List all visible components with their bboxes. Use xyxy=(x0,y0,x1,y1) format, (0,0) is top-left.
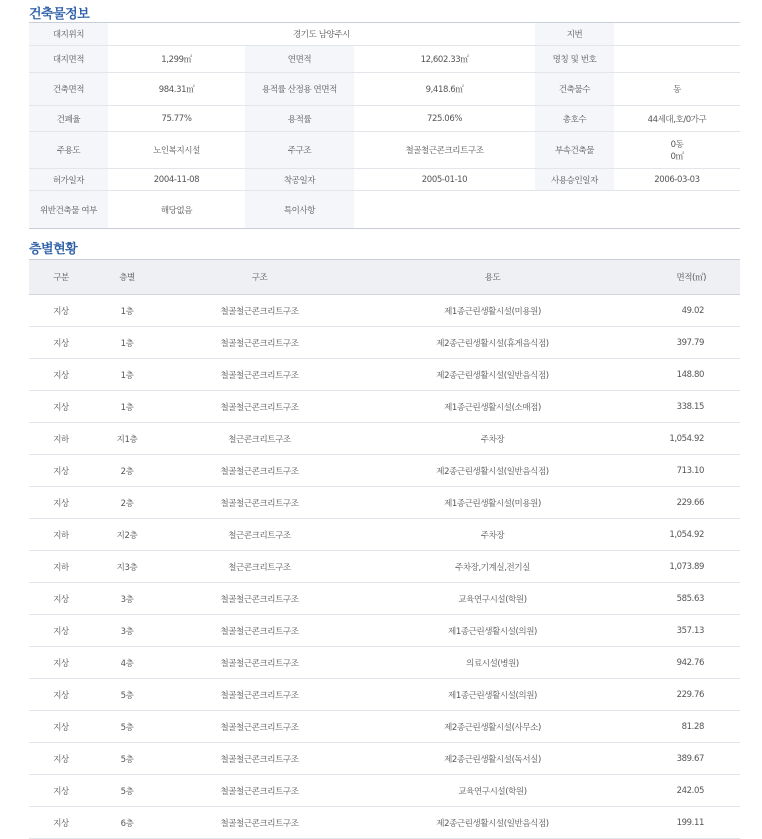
col-header-floor: 층별 xyxy=(93,260,161,295)
cell-type: 지상 xyxy=(29,391,93,423)
info-label: 총호수 xyxy=(535,106,614,132)
info-value: 9,418.6㎡ xyxy=(354,73,535,106)
cell-floor: 지2층 xyxy=(93,519,161,551)
cell-structure: 철근콘크리트구조 xyxy=(161,423,358,455)
table-row xyxy=(29,359,740,391)
cell-floor: 6층 xyxy=(93,807,161,839)
cell-type: 지상 xyxy=(29,615,93,647)
info-label: 건축면적 xyxy=(29,73,108,106)
table-row xyxy=(29,327,740,359)
cell-structure: 철골철근콘크리트구조 xyxy=(161,615,358,647)
cell-area: 713.10 xyxy=(627,455,740,487)
cell-area: 1,054.92 xyxy=(627,423,740,455)
table-row xyxy=(29,807,740,839)
info-value: 2004-11-08 xyxy=(108,169,245,191)
cell-structure: 철골철근콘크리트구조 xyxy=(161,583,358,615)
cell-type: 지상 xyxy=(29,359,93,391)
cell-type: 지상 xyxy=(29,711,93,743)
info-label: 연면적 xyxy=(245,46,354,73)
col-header-type: 구분 xyxy=(29,260,93,295)
info-value: 경기도 남양주시 xyxy=(108,23,535,46)
cell-use: 의료시설(병원) xyxy=(358,647,627,679)
table-row xyxy=(29,487,740,519)
cell-use: 제2종근린생활시설(사무소) xyxy=(358,711,627,743)
cell-area: 1,054.92 xyxy=(627,519,740,551)
table-row xyxy=(29,679,740,711)
info-label: 용적률 xyxy=(245,106,354,132)
info-label: 착공일자 xyxy=(245,169,354,191)
cell-area: 389.67 xyxy=(627,743,740,775)
cell-type: 지상 xyxy=(29,775,93,807)
cell-use: 주차장 xyxy=(358,423,627,455)
cell-floor: 3층 xyxy=(93,615,161,647)
info-value: 984.31㎡ xyxy=(108,73,245,106)
cell-floor: 5층 xyxy=(93,743,161,775)
cell-area: 338.15 xyxy=(627,391,740,423)
cell-structure: 철골철근콘크리트구조 xyxy=(161,391,358,423)
cell-type: 지상 xyxy=(29,583,93,615)
table-row xyxy=(29,423,740,455)
info-value: 75.77% xyxy=(108,106,245,132)
cell-type: 지하 xyxy=(29,551,93,583)
table-row xyxy=(29,743,740,775)
info-value: 동 xyxy=(614,73,740,106)
cell-type: 지하 xyxy=(29,423,93,455)
cell-use: 제1종근린생활시설(미용원) xyxy=(358,487,627,519)
info-value xyxy=(614,132,740,169)
info-row xyxy=(29,169,740,191)
table-row xyxy=(29,775,740,807)
info-label: 건축물수 xyxy=(535,73,614,106)
info-label: 위반건축물 여부 xyxy=(29,191,108,229)
table-row xyxy=(29,615,740,647)
cell-structure: 철골철근콘크리트구조 xyxy=(161,807,358,839)
cell-floor: 1층 xyxy=(93,391,161,423)
cell-use: 교육연구시설(학원) xyxy=(358,775,627,807)
floor-status-table xyxy=(29,259,740,839)
info-value: 철골철근콘크리트구조 xyxy=(354,132,535,169)
cell-structure: 철골철근콘크리트구조 xyxy=(161,327,358,359)
table-row xyxy=(29,519,740,551)
cell-floor: 5층 xyxy=(93,679,161,711)
building-info-title: 건축물정보 xyxy=(29,7,90,22)
cell-type: 지상 xyxy=(29,455,93,487)
info-value: 해당없음 xyxy=(160,205,193,216)
info-label: 지번 xyxy=(535,23,614,46)
info-label: 건폐율 xyxy=(29,106,108,132)
cell-type: 지상 xyxy=(29,295,93,327)
info-label: 주용도 xyxy=(29,132,108,169)
info-label: 주구조 xyxy=(245,132,354,169)
floor-header-row xyxy=(29,260,740,295)
info-label: 부속건축물 xyxy=(535,132,614,169)
cell-area: 1,073.89 xyxy=(627,551,740,583)
table-row xyxy=(29,391,740,423)
info-row xyxy=(29,46,740,73)
annex-area: 0㎡ xyxy=(670,152,684,162)
building-info-table xyxy=(29,22,740,229)
col-header-use: 용도 xyxy=(358,260,627,295)
floor-status-title: 층별현황 xyxy=(29,242,78,257)
info-value xyxy=(614,23,740,46)
info-value: 12,602.33㎡ xyxy=(354,46,535,73)
cell-use: 주차장,기계실,전기실 xyxy=(358,551,627,583)
cell-use: 제1종근린생활시설(미용원) xyxy=(358,295,627,327)
info-row xyxy=(29,106,740,132)
cell-use: 제2종근린생활시설(일반음식점) xyxy=(358,455,627,487)
info-value: 44세대,호/0가구 xyxy=(614,106,740,132)
cell-area: 242.05 xyxy=(627,775,740,807)
cell-area: 942.76 xyxy=(627,647,740,679)
info-value xyxy=(614,46,740,73)
floor-rows xyxy=(29,295,740,839)
cell-structure: 철골철근콘크리트구조 xyxy=(161,775,358,807)
table-row xyxy=(29,711,740,743)
cell-use: 교육연구시설(학원) xyxy=(358,583,627,615)
cell-type: 지상 xyxy=(29,679,93,711)
cell-structure: 철골철근콘크리트구조 xyxy=(161,455,358,487)
cell-area: 148.80 xyxy=(627,359,740,391)
cell-use: 주차장 xyxy=(358,519,627,551)
cell-area: 49.02 xyxy=(627,295,740,327)
info-value: 2005-01-10 xyxy=(354,169,535,191)
info-label: 명칭 및 번호 xyxy=(535,46,614,73)
info-label: 특이사항 xyxy=(245,191,354,229)
cell-type: 지상 xyxy=(29,647,93,679)
cell-use: 제1종근린생활시설(의원) xyxy=(358,679,627,711)
table-row xyxy=(29,583,740,615)
info-value: 1,299㎡ xyxy=(108,46,245,73)
cell-use: 제1종근린생활시설(의원) xyxy=(358,615,627,647)
cell-structure: 철골철근콘크리트구조 xyxy=(161,359,358,391)
cell-area: 199.11 xyxy=(627,807,740,839)
info-label: 대지위치 xyxy=(29,23,108,46)
info-label: 사용승인일자 xyxy=(535,169,614,191)
info-label: 허가일자 xyxy=(29,169,108,191)
table-row xyxy=(29,551,740,583)
table-row xyxy=(29,295,740,327)
cell-use: 제2종근린생활시설(독서실) xyxy=(358,743,627,775)
cell-floor: 5층 xyxy=(93,775,161,807)
info-row xyxy=(29,73,740,106)
cell-area: 229.76 xyxy=(627,679,740,711)
info-value: 725.06% xyxy=(354,106,535,132)
cell-structure: 철골철근콘크리트구조 xyxy=(161,647,358,679)
cell-area: 585.63 xyxy=(627,583,740,615)
col-header-structure: 구조 xyxy=(161,260,358,295)
cell-use: 제1종근린생활시설(소매점) xyxy=(358,391,627,423)
cell-area: 229.66 xyxy=(627,487,740,519)
cell-area: 397.79 xyxy=(627,327,740,359)
cell-floor: 1층 xyxy=(93,327,161,359)
cell-type: 지상 xyxy=(29,807,93,839)
info-label: 용적률 산정용 연면적 xyxy=(245,73,354,106)
cell-use: 제2종근린생활시설(일반음식점) xyxy=(358,359,627,391)
cell-floor: 지1층 xyxy=(93,423,161,455)
table-row xyxy=(29,455,740,487)
cell-area: 357.13 xyxy=(627,615,740,647)
cell-floor: 2층 xyxy=(93,487,161,519)
cell-floor: 지3층 xyxy=(93,551,161,583)
cell-structure: 철근콘크리트구조 xyxy=(161,519,358,551)
cell-type: 지상 xyxy=(29,487,93,519)
cell-structure: 철골철근콘크리트구조 xyxy=(161,743,358,775)
cell-structure: 철골철근콘크리트구조 xyxy=(161,711,358,743)
info-value xyxy=(354,191,740,229)
annex-count: 0동 xyxy=(670,140,684,150)
cell-use: 제2종근린생활시설(휴게음식점) xyxy=(358,327,627,359)
cell-structure: 철골철근콘크리트구조 xyxy=(161,295,358,327)
cell-floor: 2층 xyxy=(93,455,161,487)
cell-structure: 철골철근콘크리트구조 xyxy=(161,679,358,711)
cell-area: 81.28 xyxy=(627,711,740,743)
cell-floor: 1층 xyxy=(93,359,161,391)
cell-floor: 4층 xyxy=(93,647,161,679)
info-row xyxy=(29,132,740,169)
cell-type: 지상 xyxy=(29,327,93,359)
cell-structure: 철근콘크리트구조 xyxy=(161,551,358,583)
cell-floor: 1층 xyxy=(93,295,161,327)
info-row xyxy=(29,191,740,229)
info-value: 노인복지시설 xyxy=(108,132,245,169)
info-label: 대지면적 xyxy=(29,46,108,73)
cell-type: 지상 xyxy=(29,743,93,775)
col-header-area: 면적(㎡) xyxy=(627,260,740,295)
cell-floor: 3층 xyxy=(93,583,161,615)
info-value: 2006-03-03 xyxy=(614,169,740,191)
info-row xyxy=(29,23,740,46)
table-row xyxy=(29,647,740,679)
cell-type: 지하 xyxy=(29,519,93,551)
cell-structure: 철골철근콘크리트구조 xyxy=(161,487,358,519)
cell-floor: 5층 xyxy=(93,711,161,743)
cell-use: 제2종근린생활시설(일반음식점) xyxy=(358,807,627,839)
